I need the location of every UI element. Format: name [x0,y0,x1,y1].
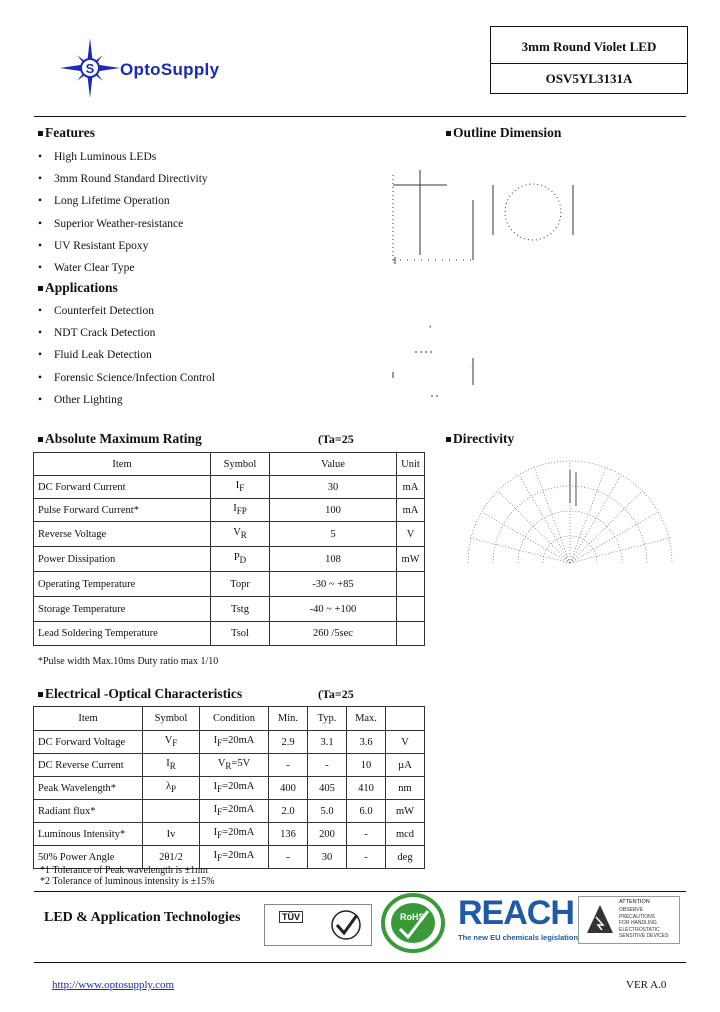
list-item: • Superior Weather-resistance [38,217,184,230]
table-row: DC Forward Current $I_F$ 30 mA [34,476,425,499]
reach-tagline: The new EU chemicals legislation [458,933,579,942]
table-row: Lead Soldering Temperature Tsol 260 /5sec [34,622,425,646]
directivity-heading: Directivity [446,431,514,447]
features-heading: Features [38,125,95,141]
rohs-label: RoHS [400,912,425,922]
esd-attention-badge [578,896,680,944]
outline-drawing [385,160,585,405]
table-row: DC Reverse Current $I_R$ $V_R=5V$ - - 10 µA [34,754,425,777]
column-header: Unit [397,453,425,476]
applications-heading: Applications [38,280,118,296]
elec-opt-table [33,706,425,869]
outline-heading: Outline Dimension [446,125,561,141]
company-name: LED & Application Technologies [44,910,241,925]
abs-max-condition: (Ta=25 [318,432,354,446]
esd-warning-icon [585,903,615,937]
footer-rule-bottom [34,962,686,963]
column-header: Symbol [211,453,270,476]
checkmark-icon [329,909,363,941]
table-row: DC Forward Voltage $V_F$ $I_F=20mA$ 2.9 3.1 3.6 V [34,731,425,754]
column-header: Max. [347,707,386,731]
svg-text:S: S [85,61,95,76]
table-row: Peak Wavelength* $\lambda_P$ $I_F=20mA$ 400 405 410 nm [34,777,425,800]
header-divider [34,116,686,117]
reach-badge [458,893,579,945]
abs-max-table [33,452,425,646]
table-row: Operating Temperature Topr -30 ~ +85 [34,572,425,597]
elec-opt-condition: (Ta=25 [318,687,354,701]
list-item: • Other Lighting [38,393,123,406]
list-item: • NDT Crack Detection [38,327,156,340]
brand-name: OptoSupply [120,60,220,79]
elec-opt-heading: Electrical -Optical Characteristics [38,686,242,702]
list-item: • High Luminous LEDs [38,151,157,163]
reach-logo: REACH [458,894,574,932]
svg-text:·: · [469,364,471,370]
applications-list [36,300,215,411]
rohs-badge [378,893,448,953]
list-item: • 3mm Round Standard Directivity [38,173,208,186]
table-row: Radiant flux* $I_F=20mA$ 2.0 5.0 6.0 mW [34,800,425,823]
footer-rule [34,891,686,892]
title-box [490,26,688,94]
list-item: • Water Clear Type [38,262,135,275]
abs-max-note: *Pulse width Max.10ms Duty ratio max 1/10 [38,656,219,667]
column-header: Value [270,453,397,476]
tuv-logo: TÜV [279,911,303,923]
table-row: Luminous Intensity* Iv $I_F=20mA$ 136 200 - mcd [34,823,425,846]
abs-max-heading: Absolute Maximum Rating [38,431,202,447]
column-header: Typ. [308,707,347,731]
table-row: Pulse Forward Current* $I_{FP}$ 100 mA [34,499,425,522]
table-row: Storage Temperature Tstg -40 ~ +100 [34,597,425,622]
website-link[interactable]: http://www.optosupply.com [52,979,175,991]
attention-title: ATTENTION [619,899,650,905]
list-item: • UV Resistant Epoxy [38,239,149,252]
part-number: OSV5YL3131A [545,71,633,86]
list-item: • Forensic Science/Infection Control [38,371,215,384]
column-header: Item [34,707,143,731]
attention-text: OBSERVE PRECAUTIONS FOR HANDLING ELECTROSTATIC SENSITIVE DEVICES [619,907,669,939]
column-header: Condition [200,707,269,731]
list-item: • Long Lifetime Operation [38,195,170,208]
list-item: • Fluid Leak Detection [38,349,152,362]
list-item: • Counterfeit Detection [38,305,154,317]
features-list [36,146,208,279]
table-row: 50% Power Angle 2θ1/2 $I_F=20mA$ - 30 - deg [34,846,425,869]
brand-logo [58,36,278,100]
tuv-badge [264,904,372,946]
column-header: Min. [269,707,308,731]
directivity-plot [460,458,680,568]
star-logo-icon [58,36,122,100]
table-row: Reverse Voltage $V_R$ 5 V [34,522,425,547]
product-title: 3mm Round Violet LED [491,27,687,64]
elec-opt-notes: *1 Tolerance of Peak wavelength is ±1nm *2 Tolerance of luminous intensity is ±15% [40,865,215,887]
svg-text:*: * [429,326,432,332]
column-header: Item [34,453,211,476]
version-label: VER A.0 [626,979,667,991]
column-header [386,707,425,731]
table-row: Power Dissipation $P_D$ 108 mW [34,547,425,572]
column-header: Symbol [143,707,200,731]
